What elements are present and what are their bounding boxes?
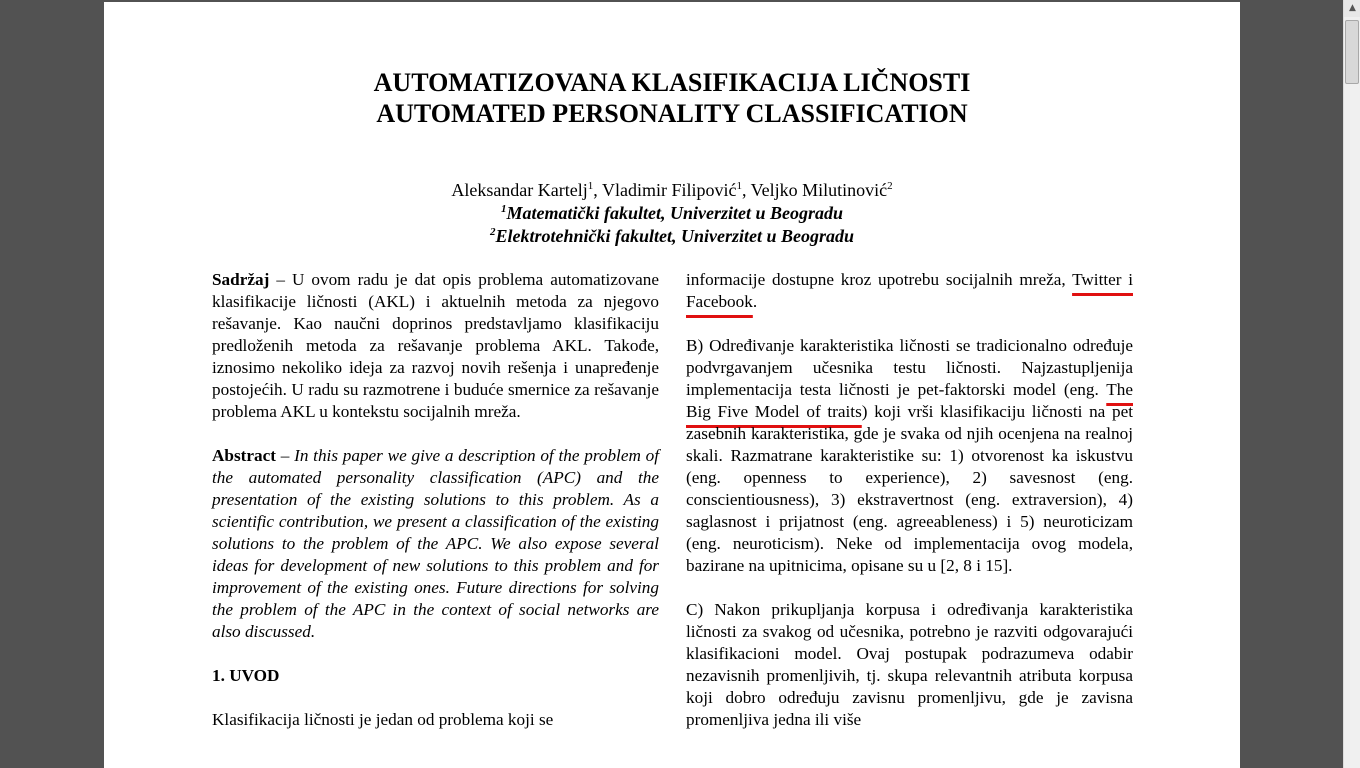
traits-paragraph — [686, 335, 1133, 577]
abstract-label: Abstract — [212, 446, 276, 465]
sadrzaj-dash: – — [269, 270, 292, 289]
author-affiliation-sup: 1 — [736, 180, 742, 192]
sources-text: informacije dostupne kroz upotrebu socijalnih mreža, — [686, 270, 1066, 289]
pdf-page — [104, 2, 1240, 768]
author-name: Vladimir Filipović — [601, 180, 737, 200]
sources-paragraph — [686, 269, 1133, 313]
sadrzaj-paragraph — [212, 269, 659, 423]
scrollbar-thumb[interactable] — [1345, 20, 1359, 84]
paper-title-english: AUTOMATED PERSONALITY CLASSIFICATION — [376, 99, 968, 128]
author-list — [104, 180, 1240, 201]
affiliation-1 — [104, 203, 1240, 224]
author-name: Aleksandar Kartelj — [451, 180, 588, 200]
abstract-dash: – — [275, 446, 295, 465]
intro-paragraph: Klasifikacija ličnosti je jedan od problema koji se — [212, 710, 554, 729]
author-name: Veljko Milutinović — [750, 180, 888, 200]
affiliation-text: Matematički fakultet, Univerzitet u Beogradu — [506, 203, 843, 223]
affiliation-sup: 1 — [501, 203, 507, 215]
author-affiliation-sup: 2 — [887, 180, 893, 192]
paper-title-serbian: AUTOMATIZOVANA KLASIFIKACIJA LIČNOSTI — [373, 68, 971, 97]
affiliation-text: Elektrotehnički fakultet, Univerzitet u Beogradu — [495, 226, 854, 246]
left-column — [212, 269, 659, 753]
right-column — [686, 269, 1133, 753]
highlight-big-five: The Big Five Model of traits — [686, 380, 1133, 421]
model-paragraph: C) Nakon prikupljanja korpusa i određivanja karakteristika ličnosti za svakog od učesnika, potrebno je razviti odgovarajući klasifikacioni model. Ovaj postupak podrazumeva odabir nezavisnih promenljivih, tj. skupa relevantnih atributa korpusa koji dobro određuju zavisnu promenljivu, gde je zavisna promenljiva jedna ili više — [686, 600, 1133, 729]
author-separator: , — [741, 180, 751, 200]
affiliation-sup: 2 — [489, 226, 496, 238]
sadrzaj-label: Sadržaj — [212, 270, 270, 289]
section-heading: 1. UVOD — [212, 666, 280, 685]
abstract-text: In this paper we give a description of the problem of the automated personality classification (APC) and the presentation of the existing solutions to this problem. As a scientific contribution, we present a classification of the existing solutions to the problem of the APC. We also expose several ideas for development of new solutions to this problem and for improvement of the existing ones. Future directions for solving the problem of the APC in the context of social networks are also discussed. — [212, 446, 660, 641]
scroll-up-arrow-icon[interactable]: ▲ — [1344, 0, 1360, 17]
sources-end: . — [752, 292, 758, 311]
abstract-paragraph — [212, 445, 659, 643]
traits-text-b: ) koji vrši klasifikaciju ličnosti na pet zasebnih karakteristika, gde je svaka od njih ocenjena na realnoj skali. Razmatrane karakteristike su: 1) otvorenost ka iskustvu (eng. openness to experience), 2) savesnost (eng. conscientiousness), 3) ekstravertnost (eng. extraversion), 4) saglasnost i prijatnost (eng. agreeableness) i 5) neuroticizam (eng. neuroticism). Neke od implementacija ovog modela, bazirane na upitnicima, opisane su u [2, 8 i 15]. — [686, 402, 1133, 575]
sadrzaj-text: U ovom radu je dat opis problema automatizovane klasifikacije ličnosti (AKL) i aktuelnih metoda za njegovo rešavanje. Kao naučni doprinos predstavljamo klasifikaciju predloženih metoda za rešavanje problema AKL. Takođe, iznosimo nekoliko ideja za razvoj novih rešenja i unapređenje postojećih. U radu su razmotrene i buduće smernice za rešavanje problema AKL u kontekstu socijalnih mreža. — [212, 270, 660, 421]
affiliation-2 — [104, 226, 1240, 247]
author-separator: , — [593, 180, 602, 200]
highlight-twitter-facebook: Twitter i Facebook — [686, 270, 1133, 311]
traits-text-a: B) Određivanje karakteristika ličnosti se tradicionalno određuje podvrgavanjem učesnika testu ličnosti. Najzastupljenija implementacija testa ličnosti je pet-faktorski model (eng. — [686, 336, 1133, 399]
vertical-scrollbar[interactable] — [1343, 0, 1360, 768]
author-affiliation-sup: 1 — [587, 180, 594, 192]
